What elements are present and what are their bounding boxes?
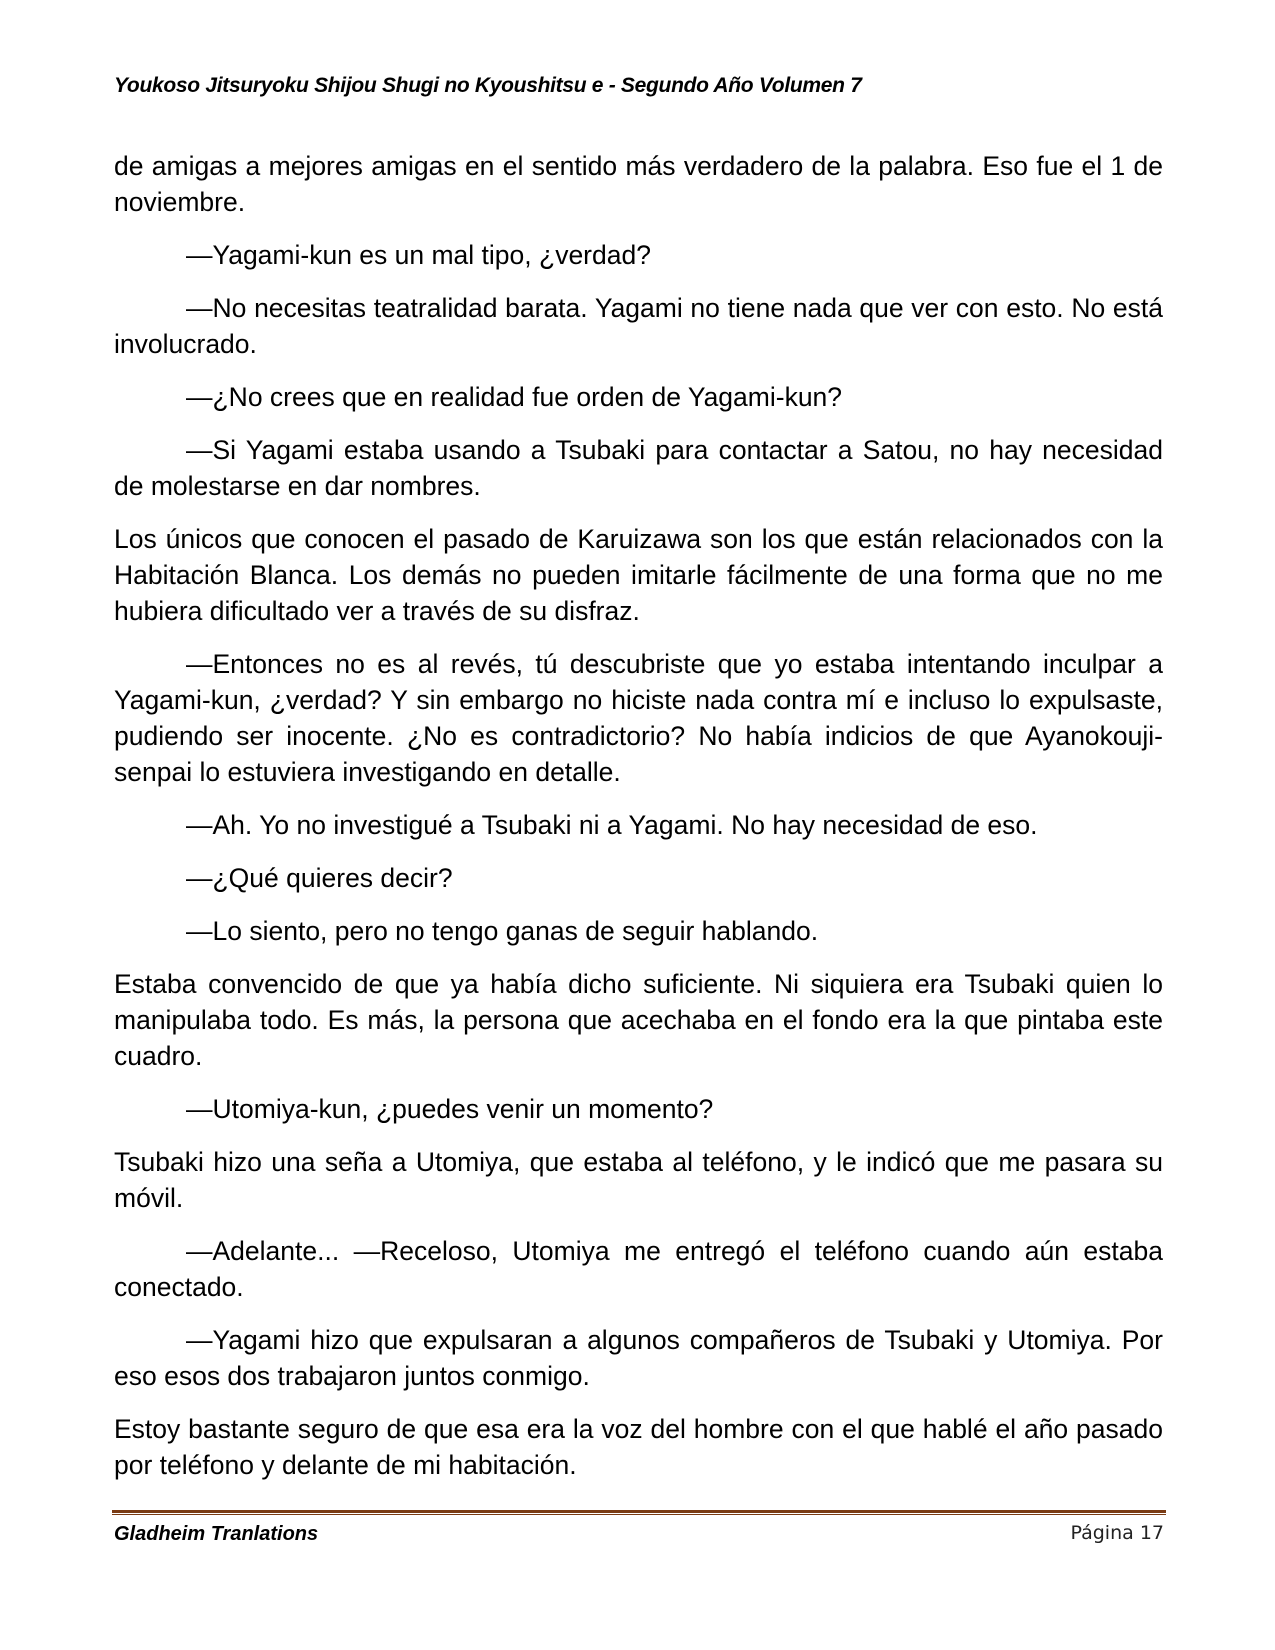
paragraph-14: —Adelante... —Receloso, Utomiya me entregó el teléfono cuando aún estaba conectado.	[114, 1236, 1163, 1302]
paragraph-5: —Si Yagami estaba usando a Tsubaki para contactar a Satou, no hay necesidad de molestarse en dar nombres.	[114, 435, 1163, 501]
paragraph-8: —Ah. Yo no investigué a Tsubaki ni a Yagami. No hay necesidad de eso.	[186, 810, 1038, 840]
paragraph-10: —Lo siento, pero no tengo ganas de seguir hablando.	[186, 916, 819, 946]
paragraph-7: —Entonces no es al revés, tú descubriste que yo estaba intentando inculpar a Yagami-kun, ¿verdad? Y sin embargo no hiciste nada contra mí e incluso lo expulsaste, pudiendo ser inocente. ¿No es contradictorio? No había indicios de que Ayanokouji-senpai lo estuviera investigando en detalle.	[114, 649, 1163, 787]
page-label: Página	[1070, 1522, 1134, 1544]
paragraph-16: Estoy bastante seguro de que esa era la voz del hombre con el que hablé el año pasado por teléfono y delante de mi habitación.	[114, 1414, 1163, 1480]
paragraph-3: —No necesitas teatralidad barata. Yagami no tiene nada que ver con esto. No está involucrado.	[114, 293, 1163, 359]
paragraph-4: —¿No crees que en realidad fue orden de Yagami-kun?	[186, 382, 843, 412]
footer-translator: Gladheim Tranlations	[114, 1523, 319, 1545]
footer-page-number	[1070, 1522, 1164, 1544]
page-number: 17	[1139, 1522, 1164, 1544]
paragraph-13: Tsubaki hizo una seña a Utomiya, que estaba al teléfono, y le indicó que me pasara su móvil.	[114, 1147, 1163, 1213]
body-text	[114, 148, 1163, 1500]
page-header-title: Youkoso Jitsuryoku Shijou Shugi no Kyoushitsu e - Segundo Año Volumen 7	[114, 74, 862, 97]
paragraph-9: —¿Qué quieres decir?	[186, 863, 453, 893]
footer-divider	[112, 1510, 1166, 1515]
paragraph-12: —Utomiya-kun, ¿puedes venir un momento?	[186, 1094, 714, 1124]
paragraph-1: de amigas a mejores amigas en el sentido más verdadero de la palabra. Eso fue el 1 de noviembre.	[114, 151, 1163, 217]
paragraph-15: —Yagami hizo que expulsaran a algunos compañeros de Tsubaki y Utomiya. Por eso esos dos trabajaron juntos conmigo.	[114, 1325, 1163, 1391]
paragraph-11: Estaba convencido de que ya había dicho suficiente. Ni siquiera era Tsubaki quien lo manipulaba todo. Es más, la persona que acechaba en el fondo era la que pintaba este cuadro.	[114, 969, 1163, 1071]
paragraph-2: —Yagami-kun es un mal tipo, ¿verdad?	[186, 240, 651, 270]
paragraph-6: Los únicos que conocen el pasado de Karuizawa son los que están relacionados con la Habitación Blanca. Los demás no pueden imitarle fácilmente de una forma que no me hubiera dificultado ver a través de su disfraz.	[114, 524, 1163, 626]
